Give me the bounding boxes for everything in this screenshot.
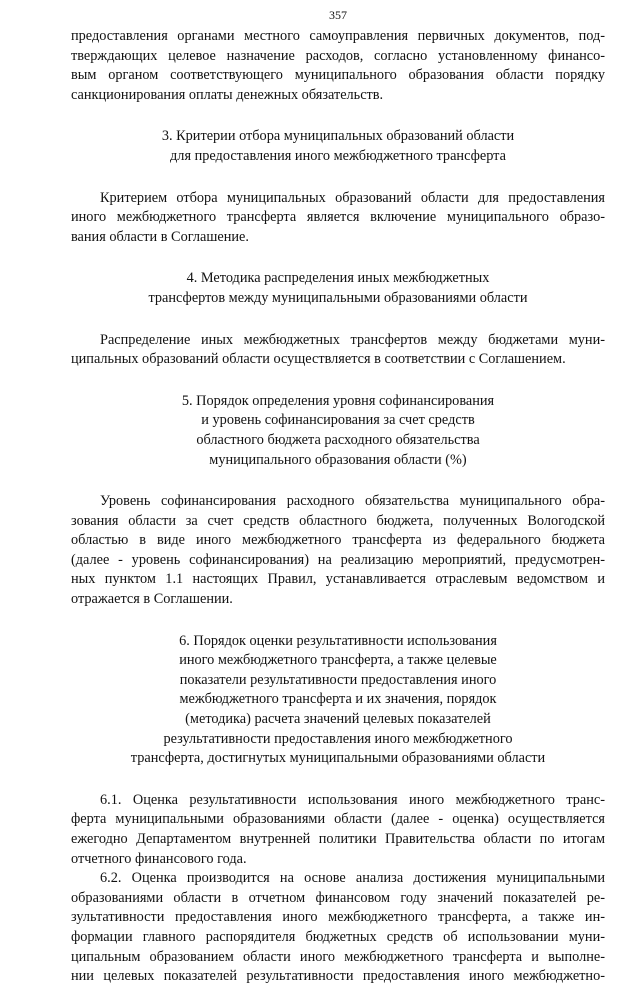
text-line: предоставления органами местного самоуправления первичных документов, под- — [71, 28, 605, 44]
text-line: ных пунктом 1.1 настоящих Правил, устанавливается отраслевым ведомством и — [71, 571, 605, 588]
text-line: областью в виде иного межбюджетного трансферта из федерального бюджета — [71, 532, 605, 549]
section-5-body — [71, 492, 605, 610]
text-line: отчетного финансового года. — [71, 850, 247, 867]
heading-line: 5. Порядок определения уровня софинансирования — [181, 392, 495, 409]
heading-line: иного межбюджетного трансферта, а также целевые — [179, 652, 497, 669]
heading-line: показатели результативности предоставления иного — [179, 671, 497, 688]
heading-line: 3. Критерии отбора муниципальных образований области — [161, 128, 515, 145]
text-line: нии целевых показателей результативности предоставления иного межбюджетно- — [71, 968, 605, 985]
text-line: зультативности предоставления иного межбюджетного трансферта, а также ин- — [71, 909, 605, 926]
heading-line: трансферта, достигнутых муниципальными образованиями области — [130, 750, 546, 767]
text-line: 6.2. Оценка производится на основе анализа достижения муниципальными — [100, 870, 605, 887]
section-3-body — [71, 189, 605, 248]
page-number: 357 — [329, 8, 347, 22]
text-line: Критерием отбора муниципальных образований области для предоставления — [100, 189, 605, 206]
text-line: зования области за счет средств областного бюджета, полученных Вологодской — [71, 512, 605, 529]
text-line: ципальным образованием области иного межбюджетного трансферта и выполне- — [71, 948, 605, 965]
intro-paragraph — [71, 27, 605, 105]
text-line: образованиями области в отчетном финансовом году значений показателей ре- — [71, 889, 605, 906]
text-line: Распределение иных межбюджетных трансфертов между бюджетами муни- — [100, 331, 605, 348]
heading-line: и уровень софинансирования за счет средств — [201, 412, 475, 429]
text-line: вым органом соответствующего муниципального образования области порядку — [71, 67, 605, 84]
text-line: Уровень софинансирования расходного обязательства муниципального обра- — [100, 493, 605, 510]
text-line: ферта муниципальными образованиями области (далее - оценка) осуществляется — [71, 811, 605, 828]
section-5-heading — [71, 392, 605, 470]
heading-line: результативности предоставления иного межбюджетного — [163, 730, 513, 747]
heading-line: 6. Порядок оценки результативности использования — [179, 632, 497, 649]
heading-line: для предоставления иного межбюджетного трансферта — [170, 147, 506, 164]
text-line: вания области в Соглашение. — [71, 228, 249, 245]
section-4-heading — [71, 269, 605, 308]
text-line: ежегодно Департаментом внутренней политики Правительства области по итогам — [71, 831, 605, 847]
text-line: тверждающих целевое назначение расходов, согласно установленному финансо- — [71, 47, 605, 64]
text-line: формации главного распорядителя бюджетных средств об использовании муни- — [71, 928, 605, 945]
text-line: (далее - уровень софинансирования) на реализацию мероприятий, предусмотрен- — [71, 551, 605, 568]
heading-line: межбюджетного трансферта и их значения, порядок — [179, 691, 497, 708]
text-line: ципальных образований области осуществляется в соответствии с Соглашением. — [71, 351, 566, 368]
section-4-body — [71, 331, 605, 370]
section-6-heading — [71, 632, 605, 769]
heading-line: (методика) расчета значений целевых показателей — [185, 711, 491, 728]
heading-line: трансфертов между муниципальными образованиями области — [148, 289, 528, 306]
text-line: санкционирования оплаты денежных обязательств. — [71, 86, 384, 103]
text-line: 6.1. Оценка результативности использования иного межбюджетного транс- — [100, 791, 605, 808]
heading-line: областного бюджета расходного обязательства — [196, 431, 480, 448]
document-page — [71, 7, 605, 987]
paragraph-6-2 — [71, 869, 605, 987]
text-line: отражается в Соглашении. — [71, 591, 233, 608]
heading-line: 4. Методика распределения иных межбюджетных — [186, 270, 490, 287]
section-3-heading — [71, 127, 605, 166]
text-line: иного межбюджетного трансферта является включение муниципального образо- — [71, 209, 605, 226]
paragraph-6-1 — [71, 791, 605, 869]
heading-line: муниципального образования области (%) — [209, 451, 467, 468]
